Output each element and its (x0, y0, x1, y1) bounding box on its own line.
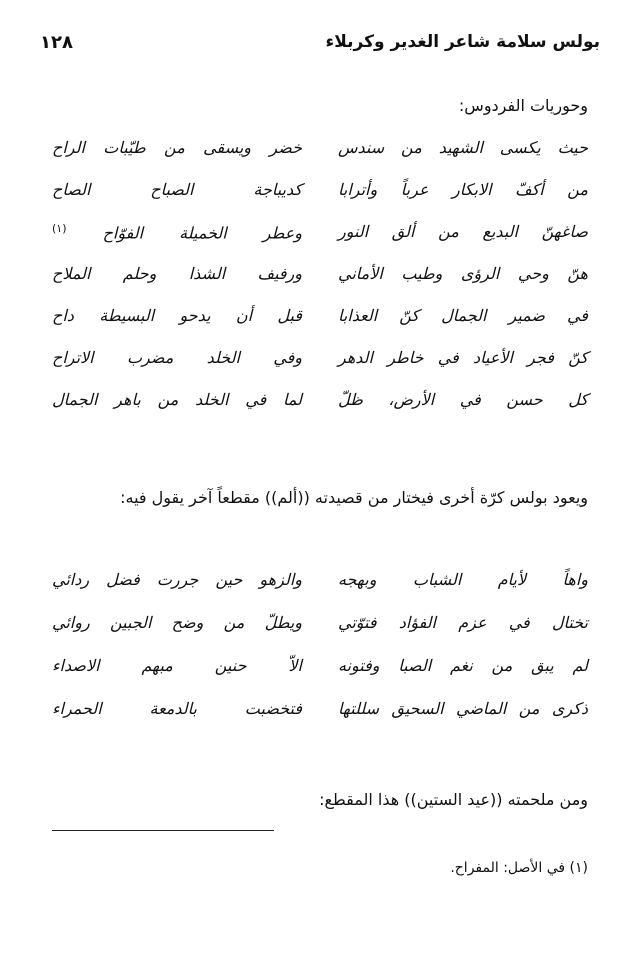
poem1-verse (0, 306, 640, 334)
poem2-verse (0, 656, 640, 684)
poem2-hemistich-second: فتخضبت بالدمعة الحمراء (52, 699, 302, 718)
poem1-hemistich-first: هنّ وحي الرؤى وطيب الأماني (338, 264, 588, 283)
poem1-verse (0, 390, 640, 418)
poem1-hemistich-first: في ضمير الجمال كنّ العذابا (338, 306, 588, 325)
footnote-marker: (١) (52, 222, 67, 235)
poem1-hemistich-second: لما في الخلد من باهر الجمال (52, 390, 302, 409)
poem1-verse (0, 138, 640, 166)
poem1-hemistich-second: قبل أن يدحو البسيطة داح (52, 306, 302, 325)
poem1-hemistich-first: حيث يكسى الشهيد من سندس (338, 138, 588, 157)
poem2-hemistich-second: الاّ حنين مبهم الاصداء (52, 656, 302, 675)
paragraph: ويعود بولس كرّة أخرى فيختار من قصيدته ((ألم)) مقطعاً آخر يقول فيه: (120, 488, 588, 507)
poem2-verse (0, 699, 640, 727)
page-header (40, 32, 600, 56)
poem1-verse (0, 348, 640, 376)
poem1-verse (0, 264, 640, 292)
poem2-verse (0, 613, 640, 641)
poem1-verse (0, 222, 640, 250)
poem1-hemistich-second: ورفيف الشذا وحلم الملاح (52, 264, 302, 283)
poem2-hemistich-second: والزهو حين جررت فضل ردائي (52, 570, 302, 589)
poem1-hemistich-second (52, 222, 302, 242)
footnote-divider (52, 830, 274, 831)
poem2-hemistich-first: ذكرى من الماضي السحيق سللتها (338, 699, 588, 718)
poem1-hemistich-first: من أكفّ الابكار عرباً وأترابا (338, 180, 588, 199)
poem1-hemistich-first: كنّ فجر الأعياد في خاطر الدهر (338, 348, 588, 367)
intro-line: وحوريات الفردوس: (458, 96, 588, 115)
paragraph: ومن ملحمته ((عيد الستين)) هذا المقطع: (319, 790, 588, 809)
running-title: بولس سلامة شاعر الغدير وكربلاء (325, 32, 600, 52)
poem1-hemistich-second: كديباجة الصباح الصاح (52, 180, 302, 199)
poem1-hemistich-second: وفي الخلد مضرب الاتراح (52, 348, 302, 367)
page-number: ١٢٨ (40, 32, 73, 53)
poem1-hemistich-first: كل حسن في الأرض، ظلّ (338, 390, 588, 409)
poem2-hemistich-second: ويطلّ من وضح الجبين روائي (52, 613, 302, 632)
footnote: (١) في الأصل: المفراح. (450, 860, 588, 876)
hemistich-text: وعطر الخميلة الفوّاح (102, 223, 303, 243)
poem2-hemistich-first: لم يبق من نغم الصبا وفتونه (338, 656, 588, 675)
poem1-hemistich-second: خضر ويسقى من طيّبات الراح (52, 138, 302, 157)
poem2-hemistich-first: تختال في عزم الفؤاد فتوّتي (338, 613, 588, 632)
poem1-hemistich-first: صاغهنّ البديع من ألق النور (338, 222, 588, 241)
poem1-verse (0, 180, 640, 208)
poem2-hemistich-first: واهاً لأيام الشباب وبهجه (338, 570, 588, 589)
poem2-verse (0, 570, 640, 598)
